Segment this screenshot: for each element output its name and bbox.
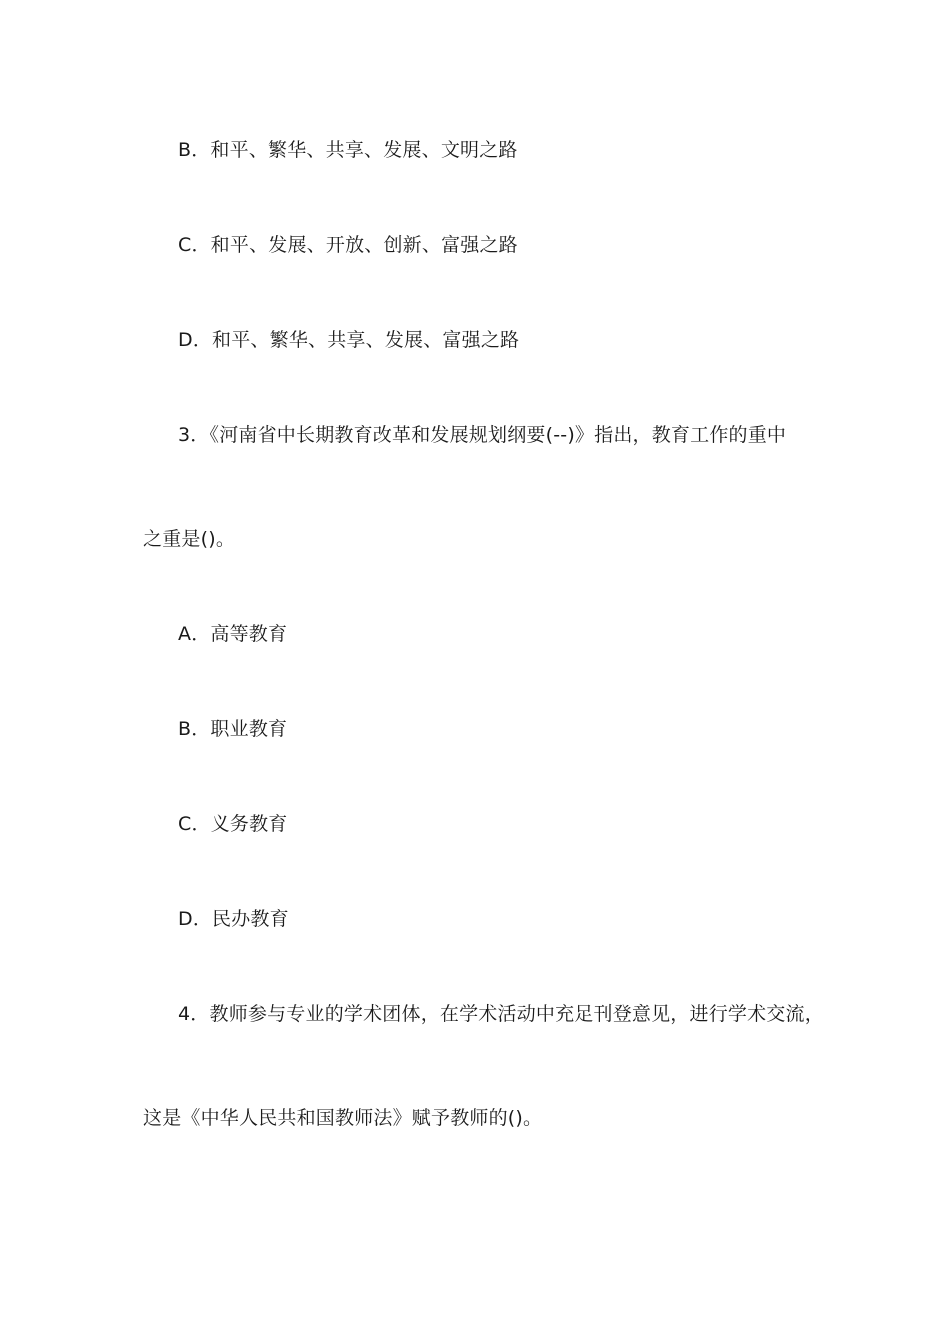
option-d: D．和平、繁华、共享、发展、富强之路 xyxy=(178,329,520,351)
question-3-option-b: B．职业教育 xyxy=(178,718,288,740)
question-3-option-d: D．民办教育 xyxy=(178,908,289,930)
question-3-option-c: C．义务教育 xyxy=(178,813,288,835)
option-c: C．和平、发展、开放、创新、富强之路 xyxy=(178,234,518,256)
option-b: B．和平、繁华、共享、发展、文明之路 xyxy=(178,139,518,161)
question-4-line-2: 这是《中华人民共和国教师法》赋予教师的()。 xyxy=(143,1107,543,1129)
question-3-line-1: 3．《河南省中长期教育改革和发展规划纲要(--)》指出，教育工作的重中 xyxy=(178,424,787,446)
question-4-line-1: 4．教师参与专业的学术团体，在学术活动中充足刊登意见，进行学术交流， xyxy=(178,1003,824,1025)
question-3-option-a: A．高等教育 xyxy=(178,623,288,645)
question-3-line-2: 之重是()。 xyxy=(143,528,236,550)
